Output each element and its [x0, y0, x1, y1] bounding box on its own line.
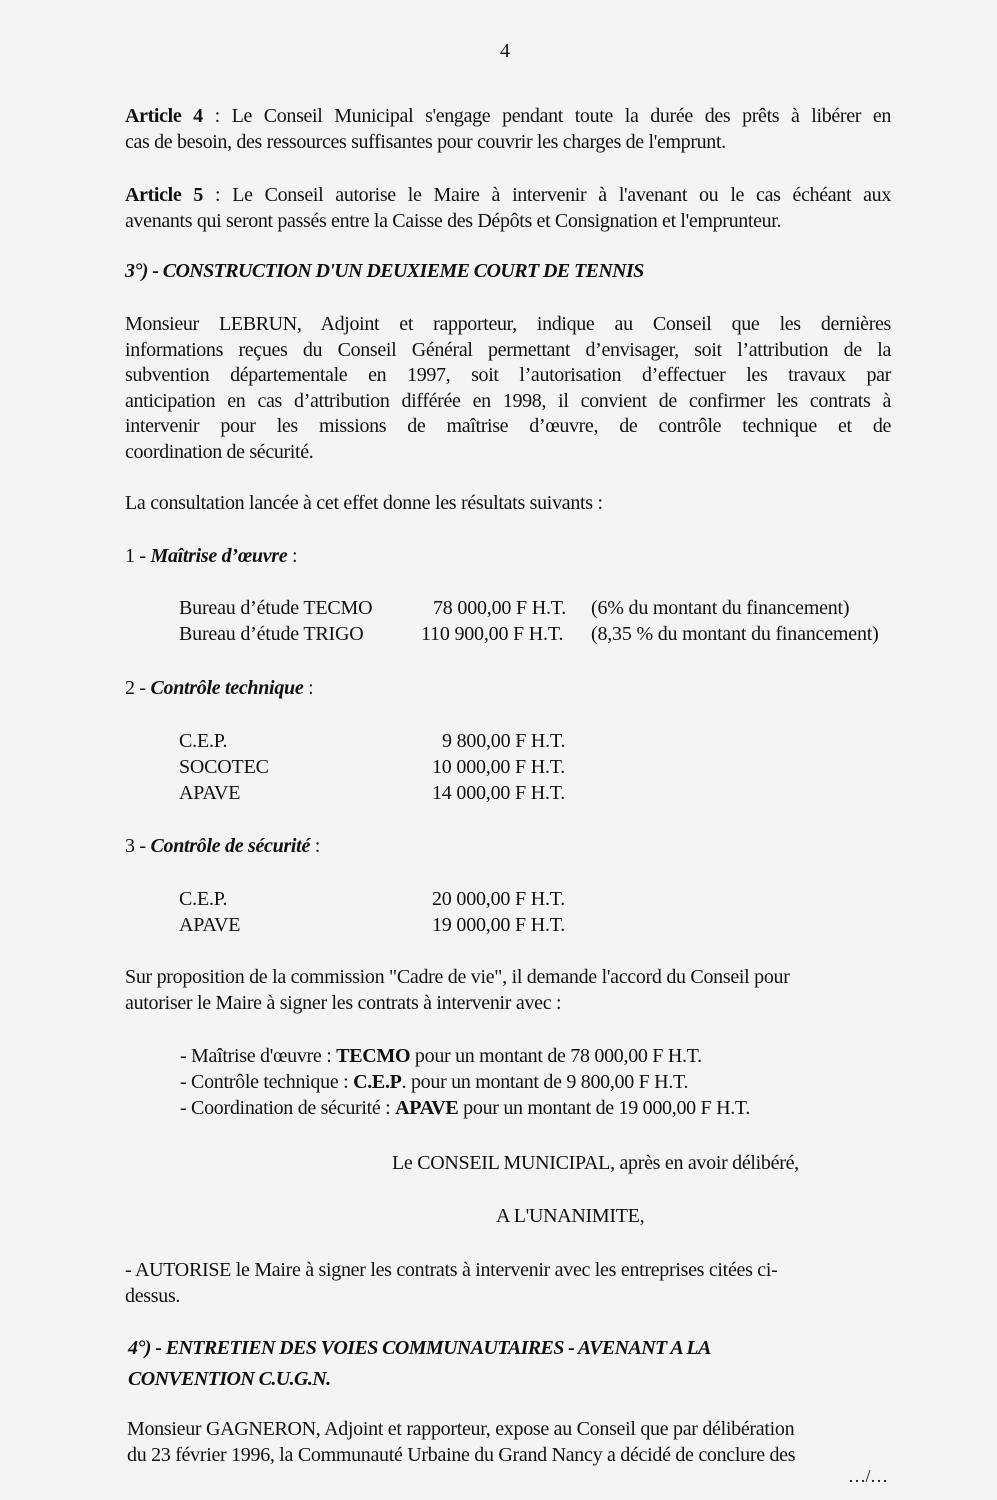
bid-note: (8,35 % du montant du financement)	[591, 623, 879, 645]
decision-line-2: dessus.	[125, 1285, 181, 1307]
decision-line-1: - AUTORISE le Maire à signer les contrats à intervenir avec les entreprises citées ci-	[125, 1259, 778, 1281]
contract-amount: pour un montant de 19 000,00 F H.T.	[458, 1097, 751, 1119]
article-5	[125, 183, 891, 234]
article-4-text: : Le Conseil Municipal s'engage pendant toute la durée des prêts à libérer en	[202, 105, 891, 127]
group-suffix: :	[303, 677, 314, 699]
group-number: 2 -	[125, 677, 151, 699]
contract-mission: - Contrôle technique :	[180, 1071, 354, 1093]
unanimity: A L'UNANIMITE,	[496, 1205, 645, 1227]
bid-amount: 9 800,00 F H.T.	[442, 730, 566, 752]
bid-note: (6% du montant du financement)	[591, 597, 850, 619]
bid-amount: 14 000,00 F H.T.	[432, 782, 566, 804]
group-controle-technique-title	[125, 677, 313, 700]
article-4	[125, 104, 891, 155]
bid-amount: 78 000,00 F H.T.	[433, 597, 567, 619]
group-title: Maîtrise d’œuvre	[150, 545, 288, 567]
bid-amount: 10 000,00 F H.T.	[432, 756, 566, 778]
group-suffix: :	[287, 545, 298, 567]
contract-amount: pour un montant de 78 000,00 F H.T.	[410, 1045, 702, 1067]
contract-company: TECMO	[336, 1045, 411, 1067]
group-controle-securite-title	[125, 835, 320, 858]
bid-name: Bureau d’étude TECMO	[179, 597, 373, 619]
bid-name: APAVE	[179, 914, 241, 936]
group-suffix: :	[310, 835, 320, 857]
bid-name: SOCOTEC	[179, 756, 269, 778]
continuation-mark: …/…	[848, 1466, 888, 1486]
intro-line: informations reçues du Conseil Général permettant d’envisager, soit l’attribution de la	[125, 338, 891, 361]
group-number: 3 -	[125, 835, 151, 857]
contract-amount: . pour un montant de 9 800,00 F H.T.	[401, 1071, 689, 1093]
article-5-label: Article 5	[125, 184, 204, 206]
section-3-heading: 3°) - CONSTRUCTION D'UN DEUXIEME COURT DE TENNIS	[125, 260, 644, 282]
intro-line: subvention départementale en 1997, soit l’autorisation d’effectuer les travaux par	[125, 364, 891, 386]
group-title: Contrôle technique	[150, 677, 304, 699]
contract-company: C.E.P	[353, 1071, 402, 1093]
section-4-heading-line-2: CONVENTION C.U.G.N.	[128, 1368, 331, 1390]
bid-name: C.E.P.	[179, 888, 228, 910]
group-title: Contrôle de sécurité	[150, 835, 311, 857]
council-deliberation: Le CONSEIL MUNICIPAL, après en avoir délibéré,	[392, 1152, 799, 1174]
intro-line: anticipation en cas d’attribution différée en 1998, il convient de confirmer les contrats à	[125, 389, 891, 412]
bid-name: Bureau d’étude TRIGO	[179, 623, 364, 645]
section-4-heading-line-1: 4°) - ENTRETIEN DES VOIES COMMUNAUTAIRES - AVENANT A LA	[128, 1337, 711, 1359]
section-4-intro-line-1: Monsieur GAGNERON, Adjoint et rapporteur, expose au Conseil que par délibération	[127, 1418, 795, 1440]
intro-line: coordination de sécurité.	[125, 440, 314, 463]
article-5-text: : Le Conseil autorise le Maire à intervenir à l'avenant ou le cas échéant aux	[203, 184, 891, 206]
article-4-text-line-2: cas de besoin, des ressources suffisantes pour couvrir les charges de l'emprunt.	[125, 130, 726, 153]
contract-mission: - Coordination de sécurité :	[180, 1097, 396, 1119]
contract-item	[180, 1097, 750, 1120]
bid-name: C.E.P.	[179, 730, 228, 752]
group-maitrise-oeuvre-title	[125, 545, 297, 568]
group-number: 1 -	[125, 545, 151, 567]
contract-item	[180, 1045, 702, 1068]
proposal-line-2: autoriser le Maire à signer les contrats à intervenir avec :	[125, 992, 562, 1014]
intro-line: Monsieur LEBRUN, Adjoint et rapporteur, indique au Conseil que les dernières	[125, 313, 891, 335]
contract-mission: - Maîtrise d'œuvre :	[180, 1045, 337, 1067]
article-4-label: Article 4	[125, 105, 203, 127]
article-5-text-line-2: avenants qui seront passés entre la Caisse des Dépôts et Consignation et l'emprunteur.	[125, 209, 782, 232]
bid-name: APAVE	[179, 782, 241, 804]
bid-amount: 110 900,00 F H.T.	[421, 623, 564, 645]
intro-line: intervenir pour les missions de maîtrise d’œuvre, de contrôle technique et de	[125, 415, 891, 437]
bid-amount: 20 000,00 F H.T.	[432, 888, 566, 910]
contract-company: APAVE	[395, 1097, 459, 1119]
section-3-intro	[125, 312, 891, 465]
consultation-text: La consultation lancée à cet effet donne les résultats suivants :	[125, 492, 603, 514]
section-4-intro-line-2: du 23 février 1996, la Communauté Urbaine du Grand Nancy a décidé de conclure des	[127, 1444, 796, 1466]
contract-item	[180, 1071, 688, 1094]
bid-amount: 19 000,00 F H.T.	[432, 914, 566, 936]
proposal-line-1: Sur proposition de la commission "Cadre de vie", il demande l'accord du Conseil pour	[125, 966, 790, 988]
page-number: 4	[500, 40, 510, 62]
